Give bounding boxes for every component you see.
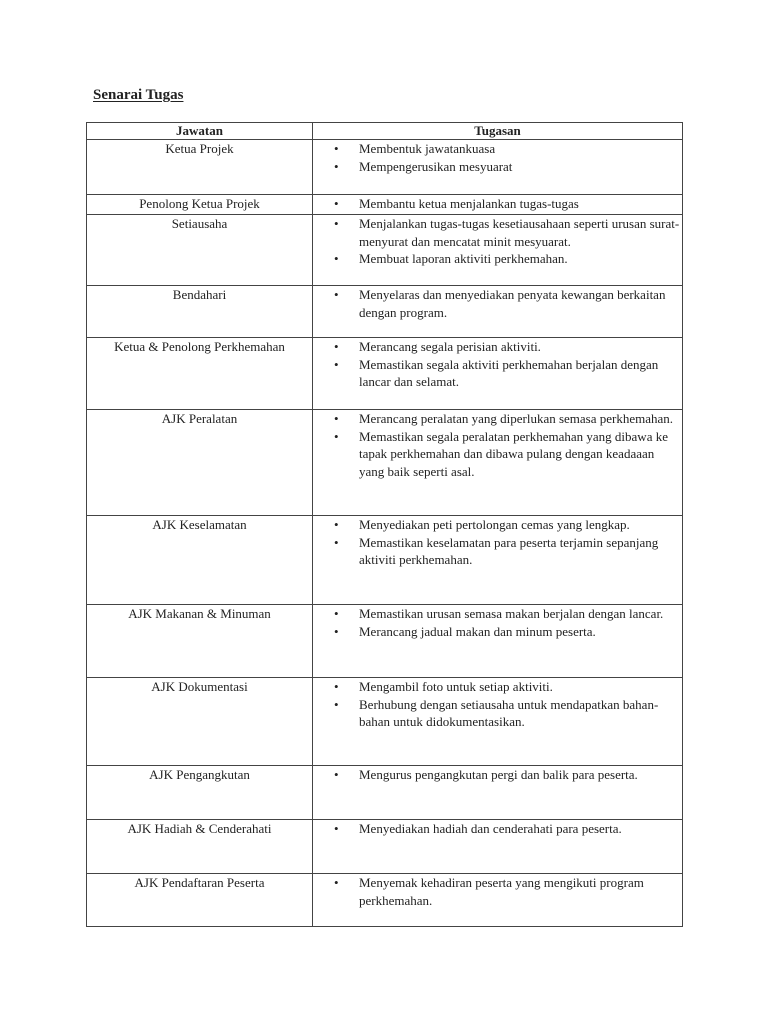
duty-item: • Merancang jadual makan dan minum peserta. [313,623,682,641]
duty-list [313,874,682,909]
table-row [87,874,683,927]
duty-item: • Membantu ketua menjalankan tugas-tugas [313,195,682,213]
duty-item: • Membuat laporan aktiviti perkhemahan. [313,250,682,268]
duties-cell [313,605,683,678]
document-title: Senarai Tugas [93,87,184,103]
table-row [87,820,683,874]
duty-list [313,195,682,213]
duties-cell [313,215,683,286]
duties-cell [313,195,683,215]
duties-cell [313,766,683,820]
table-row [87,140,683,195]
role-cell: Bendahari [87,286,313,338]
duties-cell [313,678,683,766]
duty-item: • Merancang peralatan yang diperlukan semasa perkhemahan. [313,410,682,428]
role-cell: Ketua & Penolong Perkhemahan [87,338,313,410]
role-cell: AJK Pengangkutan [87,766,313,820]
role-cell: AJK Makanan & Minuman [87,605,313,678]
table-row [87,605,683,678]
table-header-row [87,123,683,140]
duty-list [313,678,682,731]
duty-item: • Mengambil foto untuk setiap aktiviti. [313,678,682,696]
duty-item: • Memastikan segala peralatan perkhemahan yang dibawa ke tapak perkhemahan dan dibawa pulang dengan keadaaan yang baik seperti asal. [313,428,682,481]
role-cell: AJK Hadiah & Cenderahati [87,820,313,874]
duties-cell [313,338,683,410]
duty-item: • Membentuk jawatankuasa [313,140,682,158]
duty-list [313,410,682,480]
duty-item: • Memastikan segala aktiviti perkhemahan berjalan dengan lancar dan selamat. [313,356,682,391]
table-row [87,286,683,338]
duty-item: • Berhubung dengan setiausaha untuk mendapatkan bahan-bahan untuk didokumentasikan. [313,696,682,731]
table-row [87,338,683,410]
duty-list [313,605,682,640]
duty-item: • Mempengerusikan mesyuarat [313,158,682,176]
duty-list [313,140,682,175]
role-cell: Ketua Projek [87,140,313,195]
duty-item: • Mengurus pengangkutan pergi dan balik para peserta. [313,766,682,784]
header-tugasan: Tugasan [313,123,683,140]
duty-list [313,820,682,838]
duty-table [86,122,683,927]
duty-list [313,286,682,321]
table-row [87,195,683,215]
duty-item: • Memastikan keselamatan para peserta terjamin sepanjang aktiviti perkhemahan. [313,534,682,569]
duty-item: • Menyelaras dan menyediakan penyata kewangan berkaitan dengan program. [313,286,682,321]
table-row [87,215,683,286]
duties-cell [313,874,683,927]
duty-item: • Menyediakan peti pertolongan cemas yang lengkap. [313,516,682,534]
duty-list [313,766,682,784]
duty-item: • Menyemak kehadiran peserta yang mengikuti program perkhemahan. [313,874,682,909]
table-row [87,410,683,516]
table-row [87,516,683,605]
duty-item: • Merancang segala perisian aktiviti. [313,338,682,356]
duties-cell [313,140,683,195]
role-cell: Setiausaha [87,215,313,286]
role-cell: AJK Dokumentasi [87,678,313,766]
role-cell: Penolong Ketua Projek [87,195,313,215]
duty-item: • Menyediakan hadiah dan cenderahati para peserta. [313,820,682,838]
duty-list [313,338,682,391]
table-row [87,766,683,820]
duties-cell [313,516,683,605]
duties-cell [313,820,683,874]
role-cell: AJK Pendaftaran Peserta [87,874,313,927]
header-jawatan: Jawatan [87,123,313,140]
duty-item: • Menjalankan tugas-tugas kesetiausahaan seperti urusan surat-menyurat dan mencatat minit mesyuarat. [313,215,682,250]
duties-cell [313,410,683,516]
duties-cell [313,286,683,338]
duty-item: • Memastikan urusan semasa makan berjalan dengan lancar. [313,605,682,623]
role-cell: AJK Keselamatan [87,516,313,605]
role-cell: AJK Peralatan [87,410,313,516]
table-row [87,678,683,766]
duty-list [313,516,682,569]
duty-list [313,215,682,268]
